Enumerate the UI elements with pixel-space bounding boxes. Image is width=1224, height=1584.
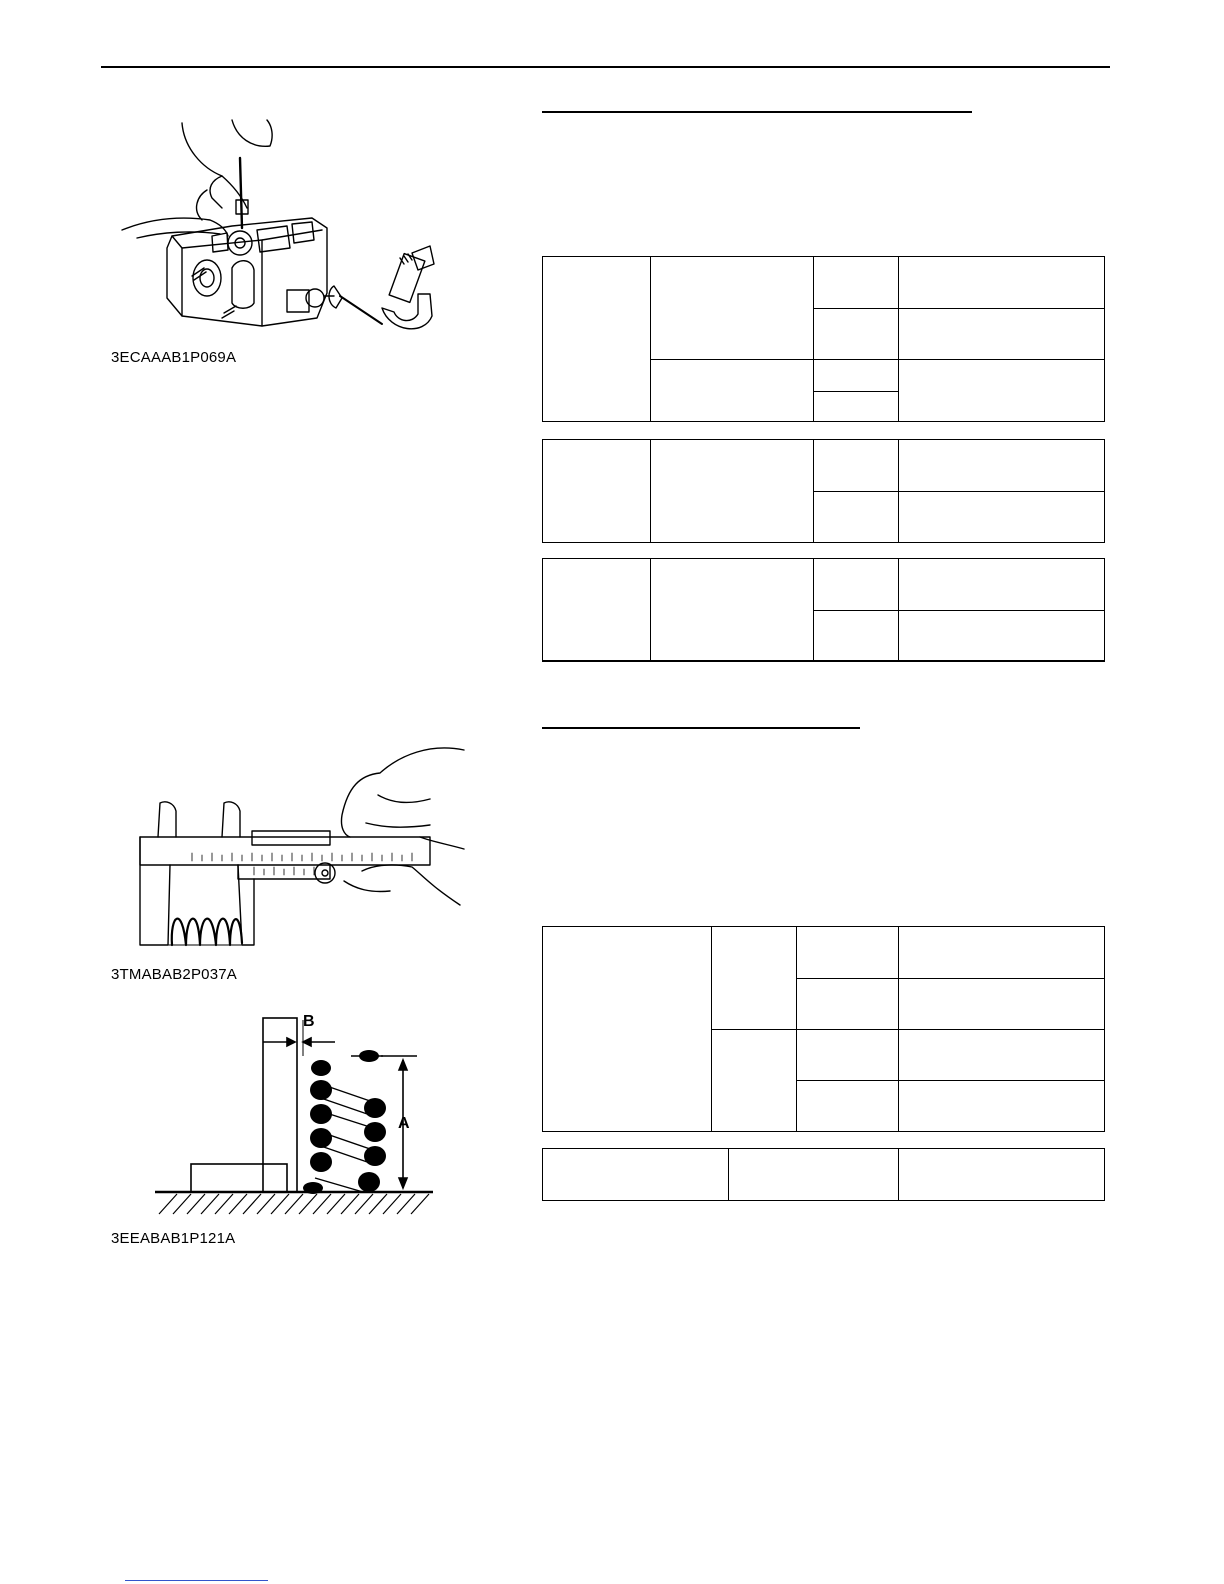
- section-heading-underline: [542, 111, 972, 113]
- figure-caption: 3EEABAB1P121A: [111, 1230, 236, 1247]
- dimension-label-a: A: [398, 1115, 410, 1132]
- footer-link[interactable]: [125, 1580, 268, 1581]
- vernier-caliper-icon: [130, 745, 465, 957]
- spec-table: [542, 926, 1105, 1132]
- header-rule: [101, 66, 1110, 68]
- section-heading-underline: [542, 727, 860, 729]
- spec-table: [542, 439, 1105, 543]
- spec-table: [542, 1148, 1105, 1201]
- valve-guide-measurement-icon: [112, 118, 452, 343]
- valve-guide-figure: [112, 118, 452, 343]
- spec-table: [542, 558, 1105, 662]
- figure-caption: 3ECAAAB1P069A: [111, 349, 237, 366]
- spec-table: [542, 256, 1105, 422]
- figure-caption: 3TMABAB2P037A: [111, 966, 237, 983]
- dimension-label-b: B: [303, 1013, 315, 1030]
- caliper-figure: [130, 745, 465, 957]
